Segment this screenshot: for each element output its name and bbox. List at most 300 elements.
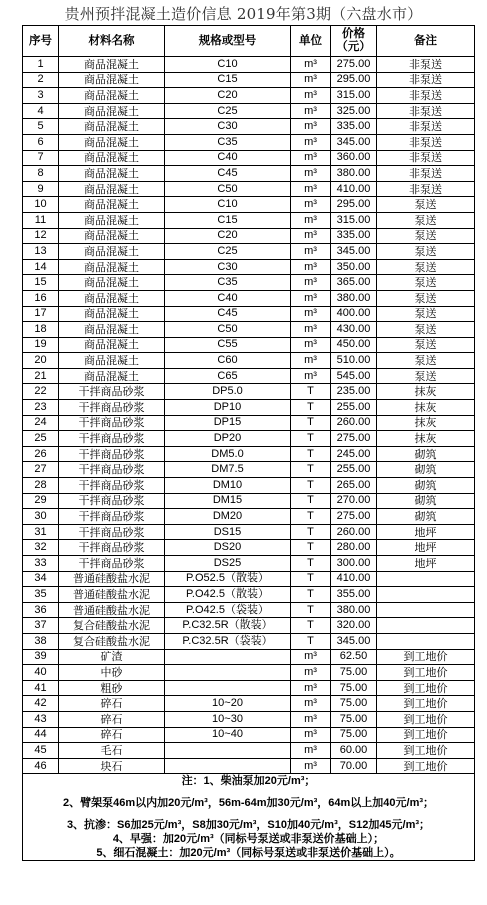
cell-unit: m³ — [291, 322, 331, 338]
cell-no: 42 — [23, 696, 59, 712]
cell-no: 45 — [23, 743, 59, 759]
cell-spec: DP20 — [165, 431, 291, 447]
note-line-5: 5、细石混凝土：加20元/m³（同标号泵送或非泵送价基础上）。 — [96, 847, 401, 860]
cell-note: 泵送 — [377, 322, 475, 338]
cell-price: 75.00 — [331, 680, 377, 696]
table-row — [23, 306, 475, 322]
table-row — [23, 680, 475, 696]
cell-price: 450.00 — [331, 337, 377, 353]
cell-name: 普通硅酸盐水泥 — [59, 571, 165, 587]
cell-unit: m³ — [291, 212, 331, 228]
cell-spec: DP5.0 — [165, 384, 291, 400]
cell-name: 商品混凝土 — [59, 103, 165, 119]
cell-name: 商品混凝土 — [59, 212, 165, 228]
cell-note: 泵送 — [377, 212, 475, 228]
cell-note — [377, 587, 475, 603]
cell-name: 商品混凝土 — [59, 181, 165, 197]
cell-name: 干拌商品砂浆 — [59, 384, 165, 400]
cell-no: 12 — [23, 228, 59, 244]
cell-no: 36 — [23, 602, 59, 618]
cell-unit: m³ — [291, 337, 331, 353]
cell-unit: m³ — [291, 150, 331, 166]
cell-note: 地坪 — [377, 556, 475, 572]
cell-spec: C65 — [165, 368, 291, 384]
cell-no: 32 — [23, 540, 59, 556]
cell-note: 抹灰 — [377, 400, 475, 416]
cell-spec: C10 — [165, 57, 291, 73]
header-price-line2: （元） — [336, 41, 371, 53]
cell-spec: P.O52.5（散装） — [165, 571, 291, 587]
cell-spec — [165, 758, 291, 774]
cell-note: 砌筑 — [377, 462, 475, 478]
cell-no: 3 — [23, 88, 59, 104]
table-row — [23, 711, 475, 727]
cell-unit: T — [291, 478, 331, 494]
cell-unit: T — [291, 540, 331, 556]
cell-price: 345.00 — [331, 633, 377, 649]
cell-name: 复合硅酸盐水泥 — [59, 633, 165, 649]
header-spec: 规格或型号 — [165, 26, 291, 57]
cell-note: 非泵送 — [377, 150, 475, 166]
cell-no: 2 — [23, 72, 59, 88]
cell-price: 410.00 — [331, 571, 377, 587]
page-title: 贵州预拌混凝土造价信息 2019年第3期（六盘水市） — [64, 5, 423, 23]
cell-spec: DS25 — [165, 556, 291, 572]
cell-note: 非泵送 — [377, 103, 475, 119]
cell-note: 非泵送 — [377, 119, 475, 135]
cell-unit: m³ — [291, 57, 331, 73]
table-row — [23, 587, 475, 603]
cell-price: 350.00 — [331, 259, 377, 275]
cell-name: 干拌商品砂浆 — [59, 493, 165, 509]
cell-spec: C50 — [165, 181, 291, 197]
cell-no: 14 — [23, 259, 59, 275]
cell-note: 抹灰 — [377, 384, 475, 400]
table-row — [23, 618, 475, 634]
cell-unit: T — [291, 462, 331, 478]
cell-no: 25 — [23, 431, 59, 447]
cell-name: 商品混凝土 — [59, 306, 165, 322]
table-row — [23, 540, 475, 556]
cell-note: 非泵送 — [377, 72, 475, 88]
note-line-1: 注：1、柴油泵加20元/m³； — [181, 775, 316, 788]
cell-spec: C15 — [165, 72, 291, 88]
table-row — [23, 353, 475, 369]
cell-no: 15 — [23, 275, 59, 291]
table-row — [23, 72, 475, 88]
table-row — [23, 337, 475, 353]
cell-note: 非泵送 — [377, 57, 475, 73]
cell-note: 泵送 — [377, 290, 475, 306]
cell-no: 24 — [23, 415, 59, 431]
cell-note: 到工地价 — [377, 696, 475, 712]
cell-no: 10 — [23, 197, 59, 213]
cell-spec — [165, 743, 291, 759]
table-row — [23, 197, 475, 213]
cell-name: 干拌商品砂浆 — [59, 431, 165, 447]
cell-note: 泵送 — [377, 353, 475, 369]
cell-unit: m³ — [291, 134, 331, 150]
cell-spec: C40 — [165, 290, 291, 306]
cell-unit: T — [291, 400, 331, 416]
cell-name: 商品混凝土 — [59, 150, 165, 166]
cell-name: 商品混凝土 — [59, 244, 165, 260]
cell-note: 泵送 — [377, 228, 475, 244]
cell-no: 44 — [23, 727, 59, 743]
cell-unit: m³ — [291, 727, 331, 743]
cell-no: 46 — [23, 758, 59, 774]
cell-spec: DM10 — [165, 478, 291, 494]
cell-unit: m³ — [291, 259, 331, 275]
cell-no: 43 — [23, 711, 59, 727]
cell-price: 275.00 — [331, 431, 377, 447]
cell-note: 泵送 — [377, 306, 475, 322]
cell-name: 复合硅酸盐水泥 — [59, 618, 165, 634]
cell-unit: m³ — [291, 306, 331, 322]
cell-price: 335.00 — [331, 228, 377, 244]
cell-spec: C30 — [165, 259, 291, 275]
cell-no: 27 — [23, 462, 59, 478]
cell-note: 到工地价 — [377, 665, 475, 681]
cell-price: 75.00 — [331, 696, 377, 712]
table-row — [23, 228, 475, 244]
cell-spec: C35 — [165, 275, 291, 291]
cell-note: 到工地价 — [377, 649, 475, 665]
table-row — [23, 275, 475, 291]
cell-unit: m³ — [291, 680, 331, 696]
cell-spec — [165, 665, 291, 681]
cell-unit: m³ — [291, 696, 331, 712]
table-row — [23, 134, 475, 150]
cell-note: 非泵送 — [377, 134, 475, 150]
cell-note: 到工地价 — [377, 711, 475, 727]
cell-note: 砌筑 — [377, 509, 475, 525]
table-row — [23, 244, 475, 260]
cell-name: 商品混凝土 — [59, 337, 165, 353]
header-price — [331, 26, 377, 57]
cell-spec: P.C32.5R（袋装） — [165, 633, 291, 649]
cell-no: 33 — [23, 556, 59, 572]
cell-note: 泵送 — [377, 197, 475, 213]
cell-price: 235.00 — [331, 384, 377, 400]
cell-spec: DS15 — [165, 524, 291, 540]
cell-no: 9 — [23, 181, 59, 197]
cell-spec: C50 — [165, 322, 291, 338]
cell-spec: DM20 — [165, 509, 291, 525]
cell-no: 21 — [23, 368, 59, 384]
cell-spec: 10~30 — [165, 711, 291, 727]
table-row — [23, 524, 475, 540]
cell-unit: m³ — [291, 649, 331, 665]
cell-name: 干拌商品砂浆 — [59, 415, 165, 431]
notes-cell — [23, 774, 475, 861]
cell-name: 商品混凝土 — [59, 88, 165, 104]
cell-price: 325.00 — [331, 103, 377, 119]
table-row — [23, 400, 475, 416]
cell-price: 245.00 — [331, 446, 377, 462]
cell-unit: m³ — [291, 665, 331, 681]
cell-spec: DP15 — [165, 415, 291, 431]
cell-name: 干拌商品砂浆 — [59, 478, 165, 494]
cell-unit: m³ — [291, 275, 331, 291]
table-row — [23, 368, 475, 384]
table-row — [23, 259, 475, 275]
cell-no: 11 — [23, 212, 59, 228]
cell-price: 60.00 — [331, 743, 377, 759]
table-row — [23, 88, 475, 104]
notes-row — [23, 774, 475, 861]
table-row — [23, 212, 475, 228]
cell-unit: m³ — [291, 103, 331, 119]
cell-unit: T — [291, 556, 331, 572]
cell-name: 商品混凝土 — [59, 259, 165, 275]
cell-note — [377, 618, 475, 634]
cell-no: 7 — [23, 150, 59, 166]
cell-unit: m³ — [291, 166, 331, 182]
cell-note: 地坪 — [377, 540, 475, 556]
cell-note: 非泵送 — [377, 88, 475, 104]
cell-unit: m³ — [291, 758, 331, 774]
note-line-4: 4、早强：加20元/m³（同标号泵送或非泵送价基础上）； — [112, 833, 385, 846]
price-table — [22, 25, 475, 861]
table-row — [23, 119, 475, 135]
cell-no: 22 — [23, 384, 59, 400]
cell-no: 17 — [23, 306, 59, 322]
cell-no: 13 — [23, 244, 59, 260]
cell-note: 砌筑 — [377, 446, 475, 462]
cell-price: 70.00 — [331, 758, 377, 774]
cell-no: 41 — [23, 680, 59, 696]
cell-price: 62.50 — [331, 649, 377, 665]
header-unit: 单位 — [291, 26, 331, 57]
cell-name: 干拌商品砂浆 — [59, 462, 165, 478]
cell-spec: P.C32.5R（散装） — [165, 618, 291, 634]
table-row — [23, 556, 475, 572]
cell-spec: DP10 — [165, 400, 291, 416]
cell-unit: m³ — [291, 244, 331, 260]
cell-note: 砌筑 — [377, 493, 475, 509]
cell-name: 干拌商品砂浆 — [59, 446, 165, 462]
table-row — [23, 665, 475, 681]
cell-spec: P.O42.5（袋装） — [165, 602, 291, 618]
cell-price: 270.00 — [331, 493, 377, 509]
cell-price: 300.00 — [331, 556, 377, 572]
cell-spec: DM7.5 — [165, 462, 291, 478]
cell-price: 75.00 — [331, 711, 377, 727]
cell-spec: DM15 — [165, 493, 291, 509]
cell-unit: m³ — [291, 88, 331, 104]
cell-name: 商品混凝土 — [59, 322, 165, 338]
cell-no: 35 — [23, 587, 59, 603]
table-row — [23, 150, 475, 166]
cell-name: 毛石 — [59, 743, 165, 759]
cell-unit: m³ — [291, 72, 331, 88]
cell-name: 中砂 — [59, 665, 165, 681]
cell-spec: C20 — [165, 228, 291, 244]
table-row — [23, 446, 475, 462]
cell-spec: 10~40 — [165, 727, 291, 743]
table-row — [23, 743, 475, 759]
cell-no: 28 — [23, 478, 59, 494]
cell-unit: m³ — [291, 181, 331, 197]
cell-note: 泵送 — [377, 275, 475, 291]
cell-no: 6 — [23, 134, 59, 150]
cell-price: 75.00 — [331, 665, 377, 681]
cell-price: 255.00 — [331, 400, 377, 416]
cell-unit: m³ — [291, 228, 331, 244]
cell-name: 碎石 — [59, 711, 165, 727]
cell-name: 商品混凝土 — [59, 275, 165, 291]
cell-unit: T — [291, 431, 331, 447]
cell-unit: T — [291, 446, 331, 462]
cell-no: 34 — [23, 571, 59, 587]
table-row — [23, 758, 475, 774]
cell-name: 干拌商品砂浆 — [59, 540, 165, 556]
cell-unit: T — [291, 602, 331, 618]
cell-name: 商品混凝土 — [59, 353, 165, 369]
table-row — [23, 602, 475, 618]
cell-price: 510.00 — [331, 353, 377, 369]
cell-no: 38 — [23, 633, 59, 649]
cell-spec: P.O42.5（散装） — [165, 587, 291, 603]
cell-spec: C30 — [165, 119, 291, 135]
cell-price: 380.00 — [331, 290, 377, 306]
table-body — [23, 57, 475, 774]
cell-price: 260.00 — [331, 524, 377, 540]
cell-name: 碎石 — [59, 727, 165, 743]
cell-name: 商品混凝土 — [59, 290, 165, 306]
header-no: 序号 — [23, 26, 59, 57]
cell-name: 商品混凝土 — [59, 119, 165, 135]
cell-price: 355.00 — [331, 587, 377, 603]
table-row — [23, 727, 475, 743]
cell-no: 16 — [23, 290, 59, 306]
table-row — [23, 633, 475, 649]
cell-unit: m³ — [291, 353, 331, 369]
cell-price: 380.00 — [331, 602, 377, 618]
header-price-line1: 价格 — [342, 28, 365, 40]
table-row — [23, 290, 475, 306]
cell-unit: T — [291, 384, 331, 400]
cell-price: 295.00 — [331, 197, 377, 213]
cell-price: 275.00 — [331, 57, 377, 73]
note-line-3: 3、抗渗：S6加25元/m³，S8加30元/m³，S10加40元/m³，S12加45元/m³； — [66, 819, 431, 832]
cell-no: 37 — [23, 618, 59, 634]
cell-no: 8 — [23, 166, 59, 182]
table-row — [23, 696, 475, 712]
cell-price: 400.00 — [331, 306, 377, 322]
table-row — [23, 509, 475, 525]
cell-note: 泵送 — [377, 337, 475, 353]
cell-name: 普通硅酸盐水泥 — [59, 587, 165, 603]
note-line-2: 2、臂架泵46m以内加20元/m³，56m-64m加30元/m³，64m以上加40元/m³； — [62, 797, 435, 810]
cell-no: 19 — [23, 337, 59, 353]
table-row — [23, 57, 475, 73]
cell-name: 粗砂 — [59, 680, 165, 696]
cell-note — [377, 633, 475, 649]
cell-unit: m³ — [291, 368, 331, 384]
cell-note: 地坪 — [377, 524, 475, 540]
cell-price: 315.00 — [331, 88, 377, 104]
cell-note: 非泵送 — [377, 181, 475, 197]
cell-spec: C10 — [165, 197, 291, 213]
header-note: 备注 — [377, 26, 475, 57]
cell-no: 18 — [23, 322, 59, 338]
cell-name: 干拌商品砂浆 — [59, 556, 165, 572]
table-header-row — [23, 26, 475, 57]
cell-spec: C45 — [165, 306, 291, 322]
cell-note: 到工地价 — [377, 758, 475, 774]
cell-name: 干拌商品砂浆 — [59, 524, 165, 540]
cell-no: 30 — [23, 509, 59, 525]
cell-name: 商品混凝土 — [59, 368, 165, 384]
table-row — [23, 181, 475, 197]
cell-unit: m³ — [291, 711, 331, 727]
cell-name: 矿渣 — [59, 649, 165, 665]
cell-name: 商品混凝土 — [59, 228, 165, 244]
cell-price: 295.00 — [331, 72, 377, 88]
cell-spec — [165, 649, 291, 665]
cell-price: 255.00 — [331, 462, 377, 478]
cell-price: 360.00 — [331, 150, 377, 166]
cell-note: 泵送 — [377, 368, 475, 384]
cell-name: 商品混凝土 — [59, 166, 165, 182]
cell-note: 非泵送 — [377, 166, 475, 182]
cell-spec: C20 — [165, 88, 291, 104]
cell-no: 31 — [23, 524, 59, 540]
cell-name: 普通硅酸盐水泥 — [59, 602, 165, 618]
cell-note: 砌筑 — [377, 478, 475, 494]
cell-price: 380.00 — [331, 166, 377, 182]
cell-price: 345.00 — [331, 244, 377, 260]
cell-spec: C45 — [165, 166, 291, 182]
cell-note: 泵送 — [377, 244, 475, 260]
cell-unit: T — [291, 509, 331, 525]
cell-note: 抹灰 — [377, 415, 475, 431]
cell-no: 1 — [23, 57, 59, 73]
cell-price: 365.00 — [331, 275, 377, 291]
cell-price: 345.00 — [331, 134, 377, 150]
cell-note: 抹灰 — [377, 431, 475, 447]
cell-unit: m³ — [291, 197, 331, 213]
cell-price: 430.00 — [331, 322, 377, 338]
cell-unit: T — [291, 493, 331, 509]
table-row — [23, 415, 475, 431]
cell-unit: T — [291, 415, 331, 431]
cell-no: 4 — [23, 103, 59, 119]
table-row — [23, 462, 475, 478]
cell-note: 到工地价 — [377, 743, 475, 759]
cell-spec: DS20 — [165, 540, 291, 556]
cell-price: 265.00 — [331, 478, 377, 494]
cell-note: 泵送 — [377, 259, 475, 275]
cell-name: 商品混凝土 — [59, 57, 165, 73]
cell-unit: m³ — [291, 290, 331, 306]
cell-price: 410.00 — [331, 181, 377, 197]
cell-note — [377, 571, 475, 587]
cell-price: 335.00 — [331, 119, 377, 135]
cell-spec: C25 — [165, 244, 291, 260]
cell-no: 5 — [23, 119, 59, 135]
cell-no: 23 — [23, 400, 59, 416]
cell-price: 280.00 — [331, 540, 377, 556]
cell-spec: C60 — [165, 353, 291, 369]
cell-name: 商品混凝土 — [59, 134, 165, 150]
cell-name: 块石 — [59, 758, 165, 774]
table-row — [23, 493, 475, 509]
cell-price: 545.00 — [331, 368, 377, 384]
cell-name: 商品混凝土 — [59, 197, 165, 213]
